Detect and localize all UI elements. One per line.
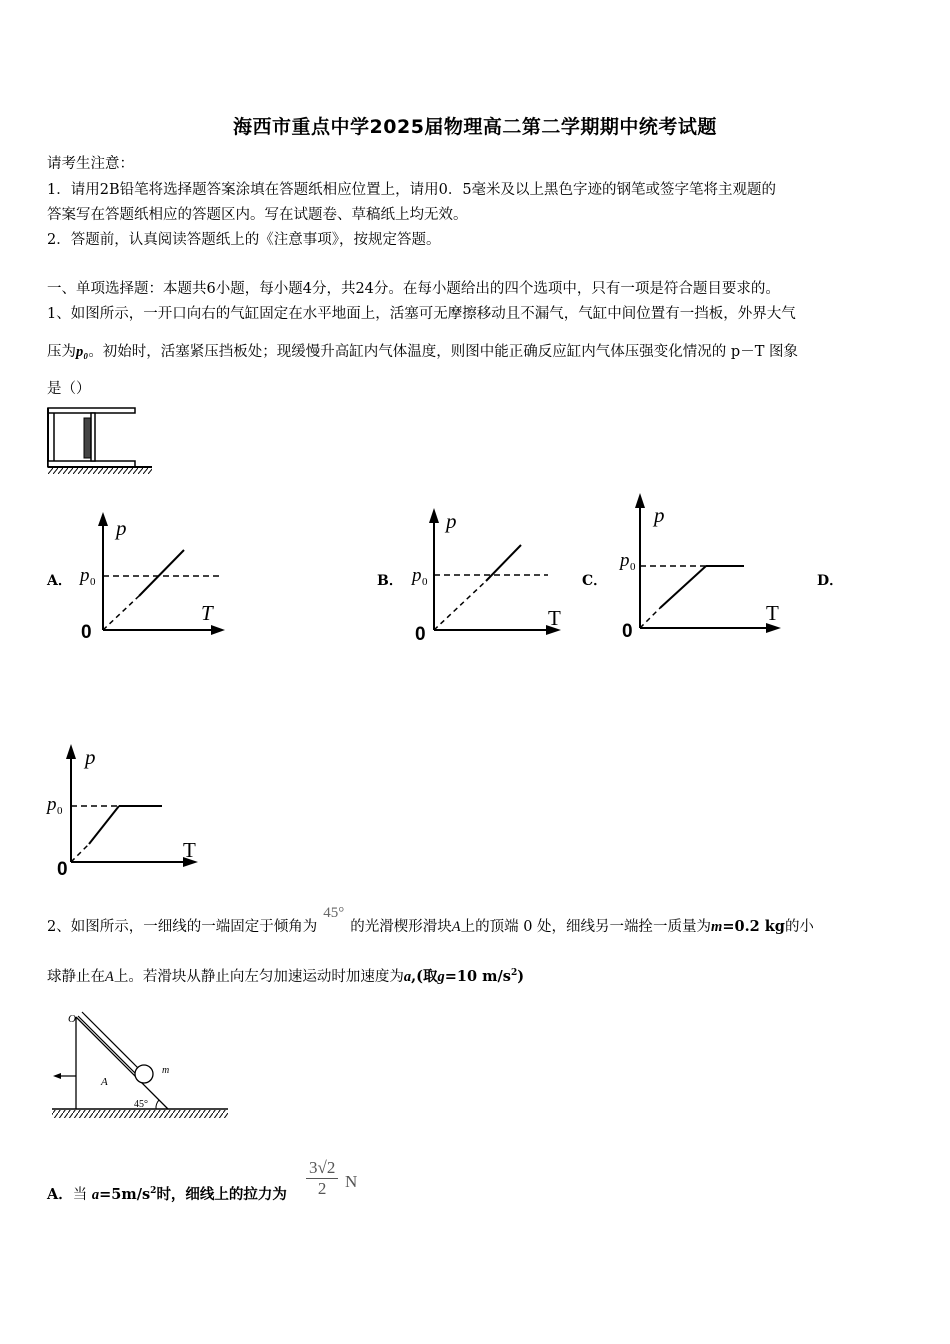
q2-line-1-post: 上的顶端 0 处，细线另一端拴一质量为 [460, 919, 712, 935]
graph-a-origin: 0 [81, 622, 92, 643]
notice-line-3: 2．答题前，认真阅读答题纸上的《注意事项》，按规定答题。 [47, 232, 441, 248]
q2-line-1-pre: 2、如图所示，一细线的一端固定于倾角为 [47, 919, 318, 935]
graph-a [75, 510, 235, 645]
graph-d-origin: 0 [57, 859, 68, 880]
q2-line-2 [47, 965, 524, 986]
q2-line-1 [47, 905, 814, 936]
q2-option-a-sup: 2 [150, 1186, 157, 1197]
q1-line-2 [47, 340, 798, 361]
q2-line-2-pre: 球静止在 [47, 969, 105, 985]
graph-b [408, 505, 573, 645]
q2-g-sup: 2 [510, 968, 518, 979]
q1-line-1: 1、如图所示，一开口向右的气缸固定在水平地面上，活塞可无摩擦移动且不漏气，气缸中间位置有一挡板，外界大气 [47, 306, 796, 322]
q2-angle: 45° [323, 905, 345, 921]
incline-o-label: O [68, 1013, 76, 1025]
q2-option-a-frac-num: 3√2 [306, 1158, 338, 1179]
q2-line-2-a: A [105, 969, 114, 985]
graph-d-p-label: p [85, 745, 96, 769]
graph-c [618, 490, 788, 640]
q1-p0: p₀ [76, 344, 89, 360]
q2-option-a [47, 1183, 287, 1204]
q2-option-a-fraction [306, 1158, 338, 1199]
q2-option-a-post: 时，细线上的拉力为 [156, 1186, 287, 1203]
q2-a-label: A [451, 919, 461, 935]
graph-a-p0: p [80, 565, 90, 586]
q2-line-1-end: 的小 [784, 919, 814, 935]
graph-b-p0: p [412, 565, 422, 586]
option-d-label: D． [817, 573, 844, 589]
notice-heading: 请考生注意： [47, 156, 134, 172]
graph-b-origin: 0 [415, 624, 426, 645]
graph-b-t-label: T [548, 606, 561, 630]
q2-option-a-frac-den: 2 [317, 1179, 327, 1198]
graph-c-p0: p [620, 550, 630, 571]
q2-mass: m=0.2 kg [711, 918, 785, 935]
q2-line-2-mid: 上。若滑块从静止向左匀加速运动时加速度为 [113, 969, 404, 985]
graph-d [45, 742, 210, 882]
graph-a-p-label: p [116, 516, 127, 540]
option-a-label: A． [47, 573, 72, 589]
graph-d-t-label: T [183, 838, 196, 862]
graph-c-p-label: p [654, 503, 665, 527]
graph-b-p-label: p [446, 509, 457, 533]
option-b-label: B． [377, 573, 403, 589]
incline-angle-label: 45° [134, 1099, 148, 1110]
notice-line-2: 答案写在答题纸相应的答题区内。写在试题卷、草稿纸上均无效。 [47, 207, 468, 223]
graph-b-p0-sub: 0 [422, 576, 428, 588]
option-c-label: C． [582, 573, 608, 589]
q1-line-3: 是（） [47, 381, 91, 397]
section-heading: 一、单项选择题：本题共6小题，每小题4分，共24分。在每小题给出的四个选项中，只有一项是符合题目要求的。 [47, 281, 780, 297]
q2-option-a-pre: 当 [72, 1187, 88, 1203]
q2-option-a-label: A． [47, 1186, 73, 1203]
q2-accel: a [403, 969, 412, 985]
incline-a-label: A [101, 1076, 108, 1088]
graph-d-p0: p [47, 794, 57, 815]
graph-c-t-label: T [766, 601, 779, 625]
graph-a-p0-sub: 0 [90, 576, 96, 588]
q2-line-2-post: ,(取 [411, 968, 438, 985]
q2-close: ) [517, 968, 525, 985]
q1-line-2-pre: 压为 [47, 344, 76, 360]
q2-option-a-unit: N [345, 1172, 358, 1191]
incline-figure [48, 1008, 233, 1128]
page-title: 海西市重点中学2025届物理高二第二学期期中统考试题 [233, 116, 717, 138]
graph-a-t-label: T [201, 601, 213, 625]
incline-m-label: m [162, 1065, 170, 1076]
graph-c-origin: 0 [622, 621, 633, 642]
q2-g: g=10 $m/s^2$ [437, 968, 518, 985]
cylinder-figure [48, 408, 158, 478]
q2-line-1-mid: 的光滑楔形滑块 [350, 919, 452, 935]
q1-line-2-post: 。初始时，活塞紧压挡板处；现缓慢升高缸内气体温度，则图中能正确反应缸内气体压强变化情况的 p－T 图象 [88, 344, 798, 360]
graph-d-p0-sub: 0 [57, 805, 63, 817]
graph-c-p0-sub: 0 [630, 561, 636, 573]
q2-option-a-accel: $a=5m/s^2$ [91, 1186, 157, 1203]
notice-line-1: 1．请用2B铅笔将选择题答案涂填在答题纸相应位置上，请用0．5毫米及以上黑色字迹的钢笔或签字笔将主观题的 [47, 182, 777, 198]
